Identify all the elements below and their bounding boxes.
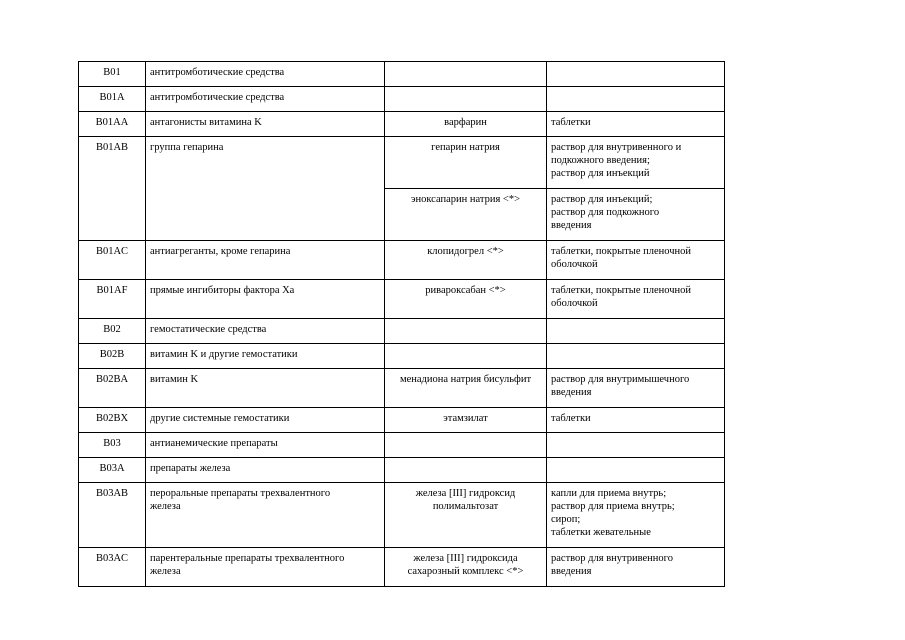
atc-code-cell: B02B — [79, 344, 146, 369]
table-row — [79, 112, 725, 137]
drug-name-cell: этамзилат — [385, 408, 547, 433]
dosage-form-cell — [547, 319, 725, 344]
group-name-cell: парентеральные препараты трехвалентного железа — [146, 548, 385, 587]
drug-name-cell — [385, 458, 547, 483]
table-row — [79, 280, 725, 319]
table-row — [79, 433, 725, 458]
drug-name-cell: менадиона натрия бисульфит — [385, 369, 547, 408]
drug-table-body — [79, 62, 725, 587]
drug-name-cell: ривароксабан <*> — [385, 280, 547, 319]
table-row — [79, 241, 725, 280]
dosage-form-cell — [547, 62, 725, 87]
atc-code-cell: B03A — [79, 458, 146, 483]
group-name-cell: препараты железа — [146, 458, 385, 483]
atc-code-cell: B02BA — [79, 369, 146, 408]
atc-code-cell: B03 — [79, 433, 146, 458]
atc-code-cell: B03AB — [79, 483, 146, 548]
table-row — [79, 344, 725, 369]
table-row — [79, 408, 725, 433]
dosage-form-cell: раствор для инъекций; раствор для подкожного введения — [547, 189, 725, 241]
dosage-form-cell: таблетки — [547, 408, 725, 433]
drug-name-cell — [385, 319, 547, 344]
dosage-form-cell: раствор для внутривенного и подкожного введения; раствор для инъекций — [547, 137, 725, 189]
atc-code-cell: B01AC — [79, 241, 146, 280]
group-name-cell: витамин K — [146, 369, 385, 408]
atc-code-cell: B02BX — [79, 408, 146, 433]
dosage-form-cell — [547, 344, 725, 369]
drug-name-cell — [385, 87, 547, 112]
drug-table — [78, 61, 725, 587]
dosage-form-cell: капли для приема внутрь; раствор для приема внутрь; сироп; таблетки жевательные — [547, 483, 725, 548]
group-name-cell: антианемические препараты — [146, 433, 385, 458]
atc-code-cell: B01AB — [79, 137, 146, 241]
drug-name-cell — [385, 433, 547, 458]
table-row — [79, 369, 725, 408]
group-name-cell: пероральные препараты трехвалентного железа — [146, 483, 385, 548]
group-name-cell: группа гепарина — [146, 137, 385, 241]
atc-code-cell: B01A — [79, 87, 146, 112]
drug-name-cell: железа [III] гидроксид полимальтозат — [385, 483, 547, 548]
drug-name-cell — [385, 62, 547, 87]
table-row — [79, 319, 725, 344]
drug-name-cell: железа [III] гидроксида сахарозный комплекс <*> — [385, 548, 547, 587]
table-row — [79, 62, 725, 87]
group-name-cell: другие системные гемостатики — [146, 408, 385, 433]
drug-name-cell — [385, 344, 547, 369]
dosage-form-cell: таблетки — [547, 112, 725, 137]
group-name-cell: антитромботические средства — [146, 87, 385, 112]
dosage-form-cell: таблетки, покрытые пленочной оболочкой — [547, 280, 725, 319]
drug-name-cell: эноксапарин натрия <*> — [385, 189, 547, 241]
dosage-form-cell: раствор для внутримышечного введения — [547, 369, 725, 408]
group-name-cell: антиагреганты, кроме гепарина — [146, 241, 385, 280]
table-row — [79, 548, 725, 587]
group-name-cell: антитромботические средства — [146, 62, 385, 87]
atc-code-cell: B02 — [79, 319, 146, 344]
drug-name-cell: варфарин — [385, 112, 547, 137]
dosage-form-cell: таблетки, покрытые пленочной оболочкой — [547, 241, 725, 280]
dosage-form-cell: раствор для внутривенного введения — [547, 548, 725, 587]
atc-code-cell: B01AF — [79, 280, 146, 319]
dosage-form-cell — [547, 458, 725, 483]
atc-code-cell: B01AA — [79, 112, 146, 137]
group-name-cell: гемостатические средства — [146, 319, 385, 344]
group-name-cell: витамин K и другие гемостатики — [146, 344, 385, 369]
drug-name-cell: клопидогрел <*> — [385, 241, 547, 280]
dosage-form-cell — [547, 433, 725, 458]
group-name-cell: прямые ингибиторы фактора Xa — [146, 280, 385, 319]
dosage-form-cell — [547, 87, 725, 112]
table-row — [79, 137, 725, 189]
group-name-cell: антагонисты витамина K — [146, 112, 385, 137]
atc-code-cell: B03AC — [79, 548, 146, 587]
table-row — [79, 458, 725, 483]
table-row — [79, 87, 725, 112]
atc-code-cell: B01 — [79, 62, 146, 87]
drug-name-cell: гепарин натрия — [385, 137, 547, 189]
table-row — [79, 483, 725, 548]
